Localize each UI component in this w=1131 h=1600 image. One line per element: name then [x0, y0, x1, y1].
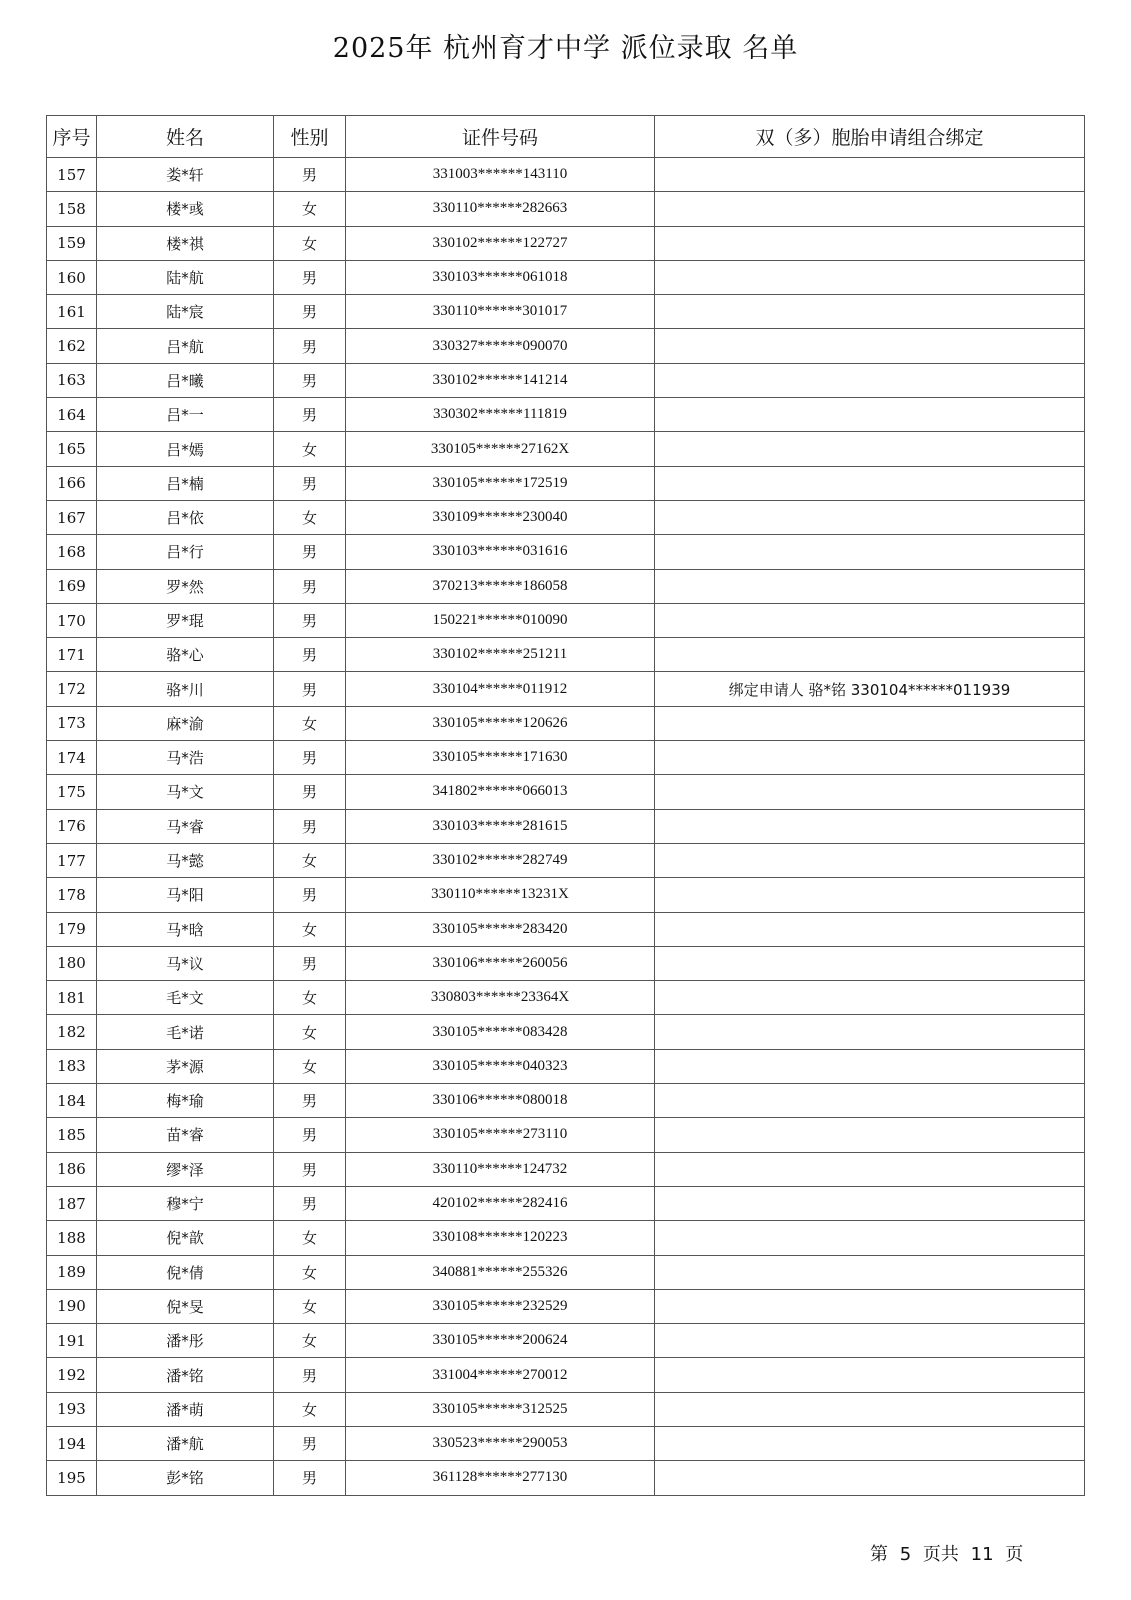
table-row	[47, 946, 1085, 980]
cell-gender: 女	[274, 1221, 346, 1255]
cell-id-number: 330106******080018	[346, 1084, 655, 1118]
table-row	[47, 535, 1085, 569]
cell-gender: 男	[274, 638, 346, 672]
cell-name: 潘*航	[97, 1426, 274, 1460]
cell-id-number: 330110******282663	[346, 192, 655, 226]
cell-gender: 男	[274, 775, 346, 809]
cell-binding-note	[655, 1461, 1085, 1495]
table-row	[47, 329, 1085, 363]
cell-name: 吕*嫣	[97, 432, 274, 466]
cell-name: 罗*琨	[97, 603, 274, 637]
table-row	[47, 500, 1085, 534]
cell-index: 193	[47, 1392, 97, 1426]
footer-suffix: 页	[1005, 1544, 1024, 1565]
cell-binding-note	[655, 363, 1085, 397]
cell-binding-note	[655, 638, 1085, 672]
cell-name: 马*文	[97, 775, 274, 809]
cell-gender: 男	[274, 329, 346, 363]
cell-id-number: 330302******111819	[346, 398, 655, 432]
cell-binding-note	[655, 226, 1085, 260]
cell-gender: 男	[274, 672, 346, 706]
cell-gender: 男	[274, 603, 346, 637]
cell-id-number: 330327******090070	[346, 329, 655, 363]
cell-id-number: 420102******282416	[346, 1186, 655, 1220]
table-row	[47, 1289, 1085, 1323]
cell-id-number: 330104******011912	[346, 672, 655, 706]
cell-name: 马*睿	[97, 809, 274, 843]
cell-gender: 女	[274, 226, 346, 260]
cell-gender: 女	[274, 1289, 346, 1323]
cell-name: 楼*祺	[97, 226, 274, 260]
cell-index: 192	[47, 1358, 97, 1392]
cell-gender: 女	[274, 1015, 346, 1049]
table-row	[47, 192, 1085, 226]
cell-gender: 女	[274, 1392, 346, 1426]
cell-gender: 女	[274, 706, 346, 740]
cell-id-number: 370213******186058	[346, 569, 655, 603]
cell-binding-note	[655, 260, 1085, 294]
cell-gender: 男	[274, 1118, 346, 1152]
table-row	[47, 1358, 1085, 1392]
cell-gender: 女	[274, 1049, 346, 1083]
cell-id-number: 330103******061018	[346, 260, 655, 294]
cell-index: 162	[47, 329, 97, 363]
table-row	[47, 1118, 1085, 1152]
table-row	[47, 843, 1085, 877]
cell-binding-note	[655, 569, 1085, 603]
cell-binding-note	[655, 1186, 1085, 1220]
total-page-count: 11	[970, 1544, 994, 1565]
cell-id-number: 330102******282749	[346, 843, 655, 877]
table-row	[47, 1392, 1085, 1426]
cell-index: 160	[47, 260, 97, 294]
cell-name: 马*懿	[97, 843, 274, 877]
cell-id-number: 330523******290053	[346, 1426, 655, 1460]
cell-id-number: 330102******141214	[346, 363, 655, 397]
table-header-row	[47, 116, 1085, 158]
cell-index: 178	[47, 878, 97, 912]
cell-id-number: 330106******260056	[346, 946, 655, 980]
cell-binding-note	[655, 158, 1085, 192]
cell-name: 吕*依	[97, 500, 274, 534]
cell-gender: 男	[274, 1358, 346, 1392]
table-row	[47, 672, 1085, 706]
cell-index: 173	[47, 706, 97, 740]
table-row	[47, 1049, 1085, 1083]
cell-index: 183	[47, 1049, 97, 1083]
cell-id-number: 330102******122727	[346, 226, 655, 260]
table-row	[47, 158, 1085, 192]
table-row	[47, 466, 1085, 500]
cell-gender: 女	[274, 1324, 346, 1358]
table-row	[47, 981, 1085, 1015]
cell-id-number: 330105******172519	[346, 466, 655, 500]
cell-binding-note	[655, 603, 1085, 637]
cell-name: 苗*睿	[97, 1118, 274, 1152]
cell-binding-note	[655, 1049, 1085, 1083]
cell-binding-note	[655, 1015, 1085, 1049]
cell-index: 186	[47, 1152, 97, 1186]
cell-id-number: 341802******066013	[346, 775, 655, 809]
current-page-number: 5	[899, 1544, 912, 1565]
cell-name: 吕*行	[97, 535, 274, 569]
table-row	[47, 1426, 1085, 1460]
cell-index: 195	[47, 1461, 97, 1495]
cell-name: 梅*瑜	[97, 1084, 274, 1118]
cell-id-number: 330105******232529	[346, 1289, 655, 1323]
cell-gender: 男	[274, 158, 346, 192]
cell-gender: 男	[274, 1461, 346, 1495]
table-row	[47, 1152, 1085, 1186]
table-row	[47, 363, 1085, 397]
cell-gender: 男	[274, 1084, 346, 1118]
cell-binding-note	[655, 1255, 1085, 1289]
cell-name: 马*阳	[97, 878, 274, 912]
cell-index: 163	[47, 363, 97, 397]
cell-id-number: 331003******143110	[346, 158, 655, 192]
cell-name: 骆*心	[97, 638, 274, 672]
cell-binding-note	[655, 809, 1085, 843]
cell-id-number: 330803******23364X	[346, 981, 655, 1015]
cell-index: 184	[47, 1084, 97, 1118]
cell-gender: 男	[274, 878, 346, 912]
cell-gender: 男	[274, 466, 346, 500]
cell-name: 罗*然	[97, 569, 274, 603]
table-row	[47, 260, 1085, 294]
cell-gender: 女	[274, 912, 346, 946]
cell-gender: 男	[274, 809, 346, 843]
table-row	[47, 226, 1085, 260]
cell-binding-note	[655, 398, 1085, 432]
cell-id-number: 330110******301017	[346, 295, 655, 329]
column-header-gender: 性别	[274, 116, 346, 158]
cell-id-number: 330105******200624	[346, 1324, 655, 1358]
cell-name: 缪*泽	[97, 1152, 274, 1186]
cell-index: 158	[47, 192, 97, 226]
cell-name: 骆*川	[97, 672, 274, 706]
cell-gender: 男	[274, 398, 346, 432]
cell-binding-note	[655, 1324, 1085, 1358]
cell-name: 潘*铭	[97, 1358, 274, 1392]
cell-binding-note	[655, 843, 1085, 877]
cell-gender: 男	[274, 260, 346, 294]
table-row	[47, 878, 1085, 912]
table-row	[47, 569, 1085, 603]
cell-index: 182	[47, 1015, 97, 1049]
cell-id-number: 330105******120626	[346, 706, 655, 740]
cell-index: 167	[47, 500, 97, 534]
column-header-index: 序号	[47, 116, 97, 158]
cell-gender: 男	[274, 1426, 346, 1460]
cell-id-number: 330105******040323	[346, 1049, 655, 1083]
cell-gender: 女	[274, 192, 346, 226]
cell-name: 倪*旻	[97, 1289, 274, 1323]
cell-binding-note	[655, 912, 1085, 946]
cell-name: 马*议	[97, 946, 274, 980]
cell-index: 194	[47, 1426, 97, 1460]
cell-index: 174	[47, 741, 97, 775]
cell-gender: 男	[274, 569, 346, 603]
cell-index: 168	[47, 535, 97, 569]
cell-id-number: 330108******120223	[346, 1221, 655, 1255]
column-header-name: 姓名	[97, 116, 274, 158]
cell-name: 吕*楠	[97, 466, 274, 500]
cell-binding-note	[655, 329, 1085, 363]
table-row	[47, 603, 1085, 637]
table-row	[47, 1324, 1085, 1358]
cell-binding-note	[655, 432, 1085, 466]
cell-binding-note	[655, 1152, 1085, 1186]
footer-prefix: 第	[870, 1544, 888, 1565]
cell-gender: 男	[274, 363, 346, 397]
cell-gender: 男	[274, 1152, 346, 1186]
cell-id-number: 330103******281615	[346, 809, 655, 843]
cell-name: 潘*彤	[97, 1324, 274, 1358]
cell-binding-note	[655, 500, 1085, 534]
table-body	[47, 158, 1085, 1496]
cell-index: 190	[47, 1289, 97, 1323]
table-row	[47, 1461, 1085, 1495]
page-title: 2025年 杭州育才中学 派位录取 名单	[332, 33, 799, 64]
cell-id-number: 330105******283420	[346, 912, 655, 946]
cell-gender: 女	[274, 981, 346, 1015]
cell-id-number: 361128******277130	[346, 1461, 655, 1495]
table-row	[47, 295, 1085, 329]
cell-name: 毛*文	[97, 981, 274, 1015]
cell-index: 164	[47, 398, 97, 432]
cell-index: 191	[47, 1324, 97, 1358]
cell-id-number: 331004******270012	[346, 1358, 655, 1392]
column-header-binding: 双（多）胞胎申请组合绑定	[655, 116, 1085, 158]
cell-name: 楼*彧	[97, 192, 274, 226]
cell-name: 马*晗	[97, 912, 274, 946]
table-row	[47, 741, 1085, 775]
cell-name: 倪*歆	[97, 1221, 274, 1255]
cell-name: 吕*曦	[97, 363, 274, 397]
table-row	[47, 912, 1085, 946]
cell-name: 茅*源	[97, 1049, 274, 1083]
cell-gender: 女	[274, 500, 346, 534]
table-row	[47, 398, 1085, 432]
cell-binding-note	[655, 1221, 1085, 1255]
cell-gender: 女	[274, 1255, 346, 1289]
table-row	[47, 809, 1085, 843]
cell-id-number: 330105******273110	[346, 1118, 655, 1152]
cell-id-number: 330109******230040	[346, 500, 655, 534]
cell-id-number: 330110******13231X	[346, 878, 655, 912]
cell-name: 麻*渝	[97, 706, 274, 740]
cell-gender: 男	[274, 295, 346, 329]
cell-name: 毛*诺	[97, 1015, 274, 1049]
cell-binding-note	[655, 946, 1085, 980]
cell-gender: 男	[274, 535, 346, 569]
cell-name: 彭*铭	[97, 1461, 274, 1495]
cell-binding-note	[655, 741, 1085, 775]
cell-name: 娄*轩	[97, 158, 274, 192]
cell-gender: 女	[274, 432, 346, 466]
cell-gender: 女	[274, 843, 346, 877]
page-footer	[870, 1540, 1023, 1566]
cell-binding-note	[655, 1426, 1085, 1460]
cell-id-number: 330105******171630	[346, 741, 655, 775]
cell-binding-note	[655, 878, 1085, 912]
cell-index: 180	[47, 946, 97, 980]
cell-index: 188	[47, 1221, 97, 1255]
cell-name: 潘*萌	[97, 1392, 274, 1426]
cell-index: 177	[47, 843, 97, 877]
cell-gender: 男	[274, 741, 346, 775]
cell-id-number: 330105******27162X	[346, 432, 655, 466]
column-header-id: 证件号码	[346, 116, 655, 158]
cell-name: 陆*宸	[97, 295, 274, 329]
table-row	[47, 1015, 1085, 1049]
cell-binding-note	[655, 192, 1085, 226]
cell-binding-note	[655, 981, 1085, 1015]
cell-binding-note	[655, 466, 1085, 500]
cell-index: 165	[47, 432, 97, 466]
cell-binding-note	[655, 1358, 1085, 1392]
cell-name: 马*浩	[97, 741, 274, 775]
cell-binding-note	[655, 775, 1085, 809]
cell-name: 倪*倩	[97, 1255, 274, 1289]
cell-index: 176	[47, 809, 97, 843]
cell-binding-note	[655, 706, 1085, 740]
cell-index: 170	[47, 603, 97, 637]
admission-table	[46, 115, 1085, 1496]
footer-middle: 页共	[922, 1544, 959, 1565]
cell-id-number: 330102******251211	[346, 638, 655, 672]
table-row	[47, 775, 1085, 809]
cell-binding-note	[655, 295, 1085, 329]
cell-name: 穆*宁	[97, 1186, 274, 1220]
cell-index: 161	[47, 295, 97, 329]
cell-index: 175	[47, 775, 97, 809]
cell-binding-note	[655, 1118, 1085, 1152]
cell-index: 159	[47, 226, 97, 260]
cell-id-number: 150221******010090	[346, 603, 655, 637]
cell-gender: 男	[274, 1186, 346, 1220]
cell-name: 陆*航	[97, 260, 274, 294]
cell-index: 171	[47, 638, 97, 672]
table-row	[47, 638, 1085, 672]
table-row	[47, 1255, 1085, 1289]
table-row	[47, 432, 1085, 466]
cell-id-number: 340881******255326	[346, 1255, 655, 1289]
cell-binding-note	[655, 535, 1085, 569]
cell-index: 157	[47, 158, 97, 192]
cell-binding-note: 绑定申请人 骆*铭 330104******011939	[655, 672, 1085, 706]
cell-name: 吕*一	[97, 398, 274, 432]
cell-index: 187	[47, 1186, 97, 1220]
cell-index: 189	[47, 1255, 97, 1289]
table-row	[47, 1084, 1085, 1118]
cell-binding-note	[655, 1084, 1085, 1118]
cell-index: 166	[47, 466, 97, 500]
cell-id-number: 330105******312525	[346, 1392, 655, 1426]
cell-index: 169	[47, 569, 97, 603]
cell-binding-note	[655, 1392, 1085, 1426]
cell-index: 179	[47, 912, 97, 946]
cell-gender: 男	[274, 946, 346, 980]
table-row	[47, 1221, 1085, 1255]
table-row	[47, 706, 1085, 740]
cell-name: 吕*航	[97, 329, 274, 363]
cell-id-number: 330103******031616	[346, 535, 655, 569]
cell-index: 181	[47, 981, 97, 1015]
cell-binding-note	[655, 1289, 1085, 1323]
table-row	[47, 1186, 1085, 1220]
cell-id-number: 330110******124732	[346, 1152, 655, 1186]
cell-id-number: 330105******083428	[346, 1015, 655, 1049]
cell-index: 172	[47, 672, 97, 706]
cell-index: 185	[47, 1118, 97, 1152]
